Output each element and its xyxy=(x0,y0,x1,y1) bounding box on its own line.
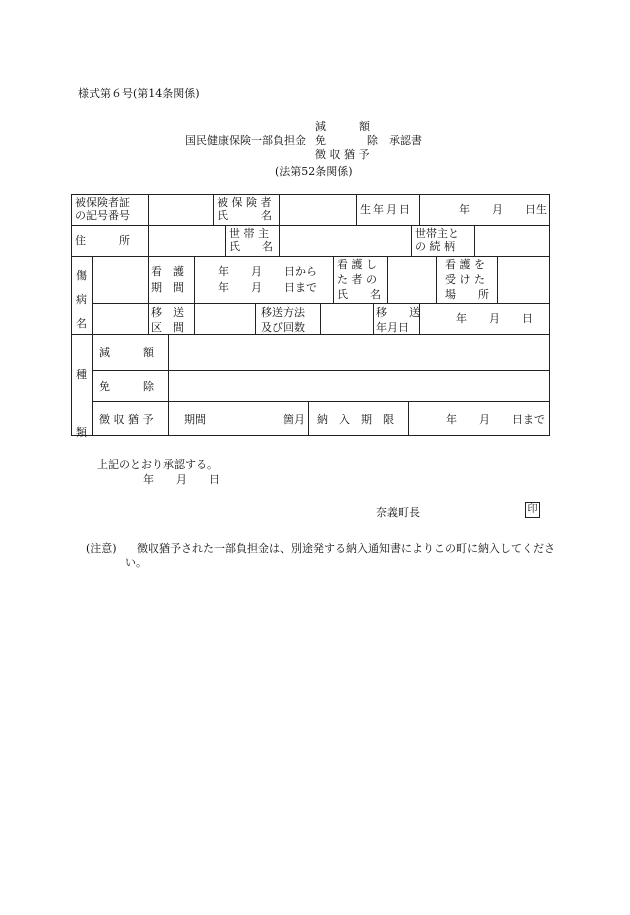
nursing-period-label: 看 護 期 間 xyxy=(151,265,184,294)
kind-exempt-label: 免 除 xyxy=(99,380,154,393)
nursing-period-value: 年 月 日から 年 月 日まで xyxy=(218,265,317,294)
kind-label: 種 類 xyxy=(76,368,87,439)
birth-date-value: 年 月 日生 xyxy=(459,203,547,216)
approval-date: 年 月 日 xyxy=(143,473,220,486)
birth-date-label: 生年月日 xyxy=(360,203,412,216)
transfer-section-label: 移 送 区 間 xyxy=(151,306,184,334)
law-reference: (法第52条関係) xyxy=(275,165,353,178)
issuer-name: 奈義町長 xyxy=(376,506,420,519)
payment-deadline-value: 年 月 日まで xyxy=(446,413,545,426)
title-option-exempt-a: 免 xyxy=(315,134,326,147)
relation-label: 世帯主と の 続 柄 xyxy=(415,227,459,253)
approval-form-table xyxy=(71,194,550,439)
transfer-date-label: 移 送 年月日 xyxy=(376,306,420,334)
address-label: 住 所 xyxy=(75,234,130,247)
transfer-method-label: 移送方法 及び回数 xyxy=(261,306,305,334)
title-prefix: 国民健康保険一部負担金 xyxy=(185,134,306,147)
kind-defer-label: 徴 収 猶 予 xyxy=(99,413,154,426)
nurse-name-label: 看 護 し た 者 の 氏 名 xyxy=(337,258,381,301)
insured-cert-number-label: 被保険者証 の記号番号 xyxy=(75,196,130,222)
form-number: 様式第６号(第14条関係) xyxy=(78,87,200,100)
insured-name-label: 被 保 険 者 氏 名 xyxy=(217,196,272,222)
title-option-defer: 徴 収 猶 予 xyxy=(315,148,370,161)
defer-period-label: 期間 xyxy=(184,413,206,426)
defer-months-label: 箇月 xyxy=(283,413,305,426)
injury-name-label: 傷 病 名 xyxy=(76,269,87,330)
transfer-date-value: 年 月 日 xyxy=(456,312,533,325)
title-option-reduce: 減 額 xyxy=(315,120,370,133)
note-text-line1: 徴収猶予された一部負担金は、別途発する納入通知書によりこの町に納入してくださ xyxy=(137,542,555,555)
nursing-place-label: 看 護 を 受 け た 場 所 xyxy=(445,258,489,301)
approval-text: 上記のとおり承認する。 xyxy=(97,458,218,471)
payment-deadline-label: 納 入 期 限 xyxy=(317,413,394,426)
note-label: (注意) xyxy=(86,542,117,555)
seal-box: 印 xyxy=(525,502,540,518)
householder-name-label: 世 帯 主 氏 名 xyxy=(229,227,273,253)
title-option-exempt-b: 除 xyxy=(367,134,378,147)
title-suffix: 承認書 xyxy=(389,134,422,147)
kind-reduce-label: 減 額 xyxy=(99,346,154,359)
note-text-line2: い。 xyxy=(125,556,147,569)
